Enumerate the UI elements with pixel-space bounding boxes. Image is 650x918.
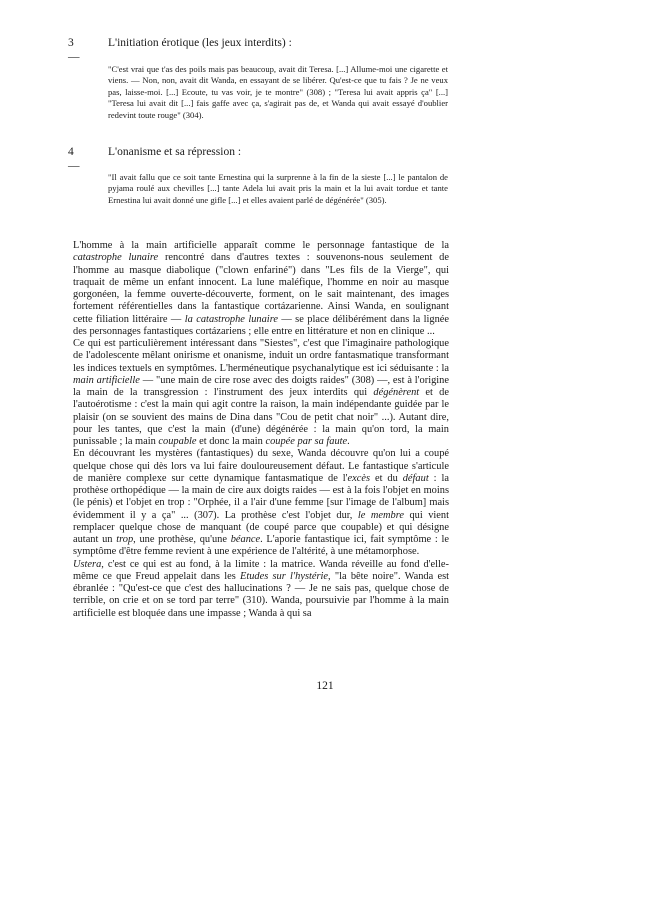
paragraph: [73, 240, 449, 338]
italic-text: défaut: [402, 472, 429, 484]
italic-text: catastrophe lunaire: [73, 252, 159, 264]
text-run: L'homme à la main artificielle apparaît comme le personnage fantastique de la: [73, 240, 449, 251]
paragraph: [73, 338, 449, 448]
italic-text: béance: [230, 534, 261, 545]
item-title: L'initiation érotique (les jeux interdits) :: [108, 37, 292, 49]
text-run: et du: [370, 472, 403, 484]
item-number: 3 —: [68, 37, 80, 63]
block-quote: "Il avait fallu que ce soit tante Ernestina qui la surprenne à la fin de la sieste [...] le pantalon de pyjama roulé aux chevilles [...] tante Adela lui avait pris la main et la lui avait tordue et tante Ernestina lui avait donné une gifle [...] et elles avaient parlé de dégénérée" (305).: [108, 172, 448, 205]
paragraph: [73, 559, 449, 620]
block-quote: "C'est vrai que t'as des poils mais pas beaucoup, avait dit Teresa. [...] Allume-moi une cigarette et viens. — Non, non, avait dit Wanda, en essayant de se libérer. Qu'est-ce que tu fais ? Je ne veux pas, laisse-moi. [...] Ecoute, tu vas voir, je te montre" (308) ; "Teresa lui avait appris ça" [...] "Teresa lui avait dit [...] fais gaffe avec ça, s'agirait pas de, et Wanda qui avait essayé d'oublier redevint toute rouge" (304).: [108, 64, 448, 120]
paragraph: [73, 448, 449, 558]
italic-text: trop: [116, 534, 134, 545]
text-run: rencontré dans d'autres textes : souvenons-nous seulement de l'homme au masque diabolique ("clown enfariné") dans "Les fils de la Vierge", qui traquait de même un enfant innocent. La lune maléfique, l'homme en noir au masque gorgonéen, la femme ouverte-découverte, forment, on le sait maintenant, des images fortement référentielles dans la fantastique cortázarienne. Ainsi Wanda, en soulignant cette filiation littéraire —: [73, 252, 449, 325]
text-run: . L'aporie fantastique ici, fait symptôme : le symptôme d'être femme revient à une expérience de l'altérité, à une métamorphose.: [73, 534, 449, 558]
italic-text: dégénèrent: [373, 387, 420, 398]
item-title: L'onanisme et sa répression :: [108, 146, 242, 158]
italic-text: Ustera: [73, 558, 102, 570]
italic-text: la catastrophe lunaire: [184, 313, 278, 325]
text-run: .: [347, 436, 350, 447]
italic-text: coupée par sa faute: [265, 436, 348, 447]
text-run: , c'est ce qui est au fond, à la limite : la matrice. Wanda réveille au fond d'elle-même ce que Freud appelait dans les: [73, 558, 449, 582]
body-text: [73, 240, 449, 620]
italic-text: coupable: [158, 436, 197, 447]
italic-text: excès: [347, 472, 371, 484]
item-number: 4 —: [68, 146, 80, 172]
text-run: En découvrant les mystères (fantastiques) du sexe, Wanda découvre qu'on lui a coupé quelque chose qui dès lors va lui faire douloureusement défaut. Le fantastique s'articule de manière complexe sur cette dynamique fantasmatique de l': [73, 448, 449, 484]
text-run: — "une main de cire rose avec des doigts raides" (308) —, est à l'origine la main de la transgression : l'instrument des jeux interdits qui: [73, 374, 449, 398]
text-run: qui vient remplacer quelque chose de manquant (de coupé parce que coupable) et qui désigne autant un: [73, 509, 449, 545]
text-run: et de l'autoérotisme : c'est la main qui agit contre la raison, la main indépendante guidée par le plaisir (on se souvient des mains de Dina dans "Cou de petit chat noir" ...). Autant dire, pour les tantes, que c'est la main (d'une) dégénérée : la main qu'on tord, la main punissable ; la main: [73, 387, 449, 447]
text-run: et donc la main: [196, 436, 266, 447]
italic-text: le membre: [357, 509, 404, 521]
text-run: , "la bête noire". Wanda est ébranlée : "Qu'est-ce que c'est des hallucinations ? — Je ne sais pas, quelque chose de terrible, on crie et on se tord par terre" (310). Wanda, poursuivie par l'homme à la main artificielle est bloquée dans une impasse ; Wanda à qui sa: [73, 570, 450, 619]
italic-text: Etudes sur l'hystérie: [240, 570, 329, 582]
text-run: , une prothèse, qu'une: [133, 534, 231, 545]
text-run: Ce qui est particulièrement intéressant dans "Siestes", c'est que l'imaginaire pathologique de l'adolescente mêlant onirisme et onanisme, induit un ordre fantasmatique transformant les indices textuels en symptômes. L'herméneutique psychanalytique est ici séduisante : la: [73, 338, 449, 374]
italic-text: main artificielle: [73, 374, 140, 386]
text-run: : la prothèse orthopédique — la main de cire aux doigts raides — est à la fois l'objet en moins (le pénis) et l'objet en trop : "Orphée, il a l'air d'une femme [sur l'image de l'album] mais évidemment il y a ça" ... (307). La prothèse c'est l'objet dur,: [73, 472, 449, 521]
page-number: 121: [316, 680, 334, 692]
text-run: — se place délibérément dans la lignée des personnages fantastiques cortázariens ; elle entre en littérature et non en clinique ...: [73, 313, 449, 337]
